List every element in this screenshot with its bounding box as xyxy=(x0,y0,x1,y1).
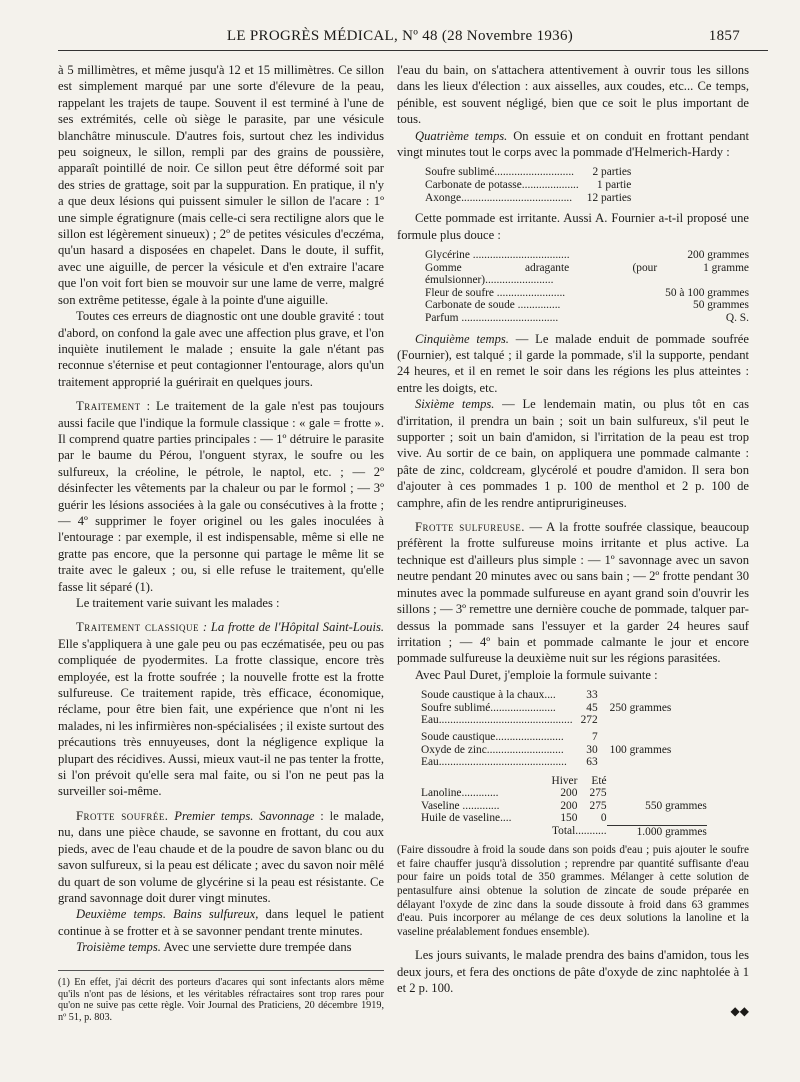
section-heading: Traitement xyxy=(76,399,141,414)
paragraph: Toutes ces erreurs de diagnostic ont une double gravité : tout d'abord, on confond la gale avec une affection plus grave, et l'on inquiète inutilement le malade ; ensuite la gale n'étant pas reconnue s'éternise et peut contagionner l'entourage, alors qu'un traitement approprié la guérirait en quelques jours. xyxy=(58,309,384,389)
paragraph-text: Elle s'appliquera à une gale peu ou pas eczématisée, peu ou pas compliquée de pyodermites. La frotte classique, encore très employée, est la frotte soufrée ; la nouvelle frotte est la frotte sulfureuse. Ce traitement rapide, très efficace, économique, réclame, pour être bien fait, une expérience que n'ont ni les malades, ni les infirmières non-spécialisées ; il existe surtout des précautions très ennuyeuses, dont la négligence explique la plupart des récidives. Aussi, mieux vaut-il ne pas tenter la frotte, si l'on prévoit qu'elle sera mal faite, ou si l'on ne peut pas la surveiller soi-même. xyxy=(58,636,384,799)
paragraph-traitement-classique xyxy=(58,619,384,799)
section-subheading: : La frotte de l'Hôpital Saint-Louis. xyxy=(199,620,384,635)
ingredient: Soude caustique........................ xyxy=(421,730,564,743)
recipe-row xyxy=(425,179,631,192)
group-total: 250 grammes xyxy=(609,701,672,714)
recipe-row xyxy=(421,689,671,702)
quantity: 7 xyxy=(591,730,598,743)
paragraph-traitement xyxy=(58,398,384,595)
quantity-hiver: 150 xyxy=(560,812,578,825)
paragraph-text: — A la frotte soufrée classique, beaucoup préfèrent la frotte sulfureuse moins irritante et plus active. La technique est d'ailleurs plus simple : — 1º savonnage avec un savon neutre pendant 20 minutes avec ou sans bain ; — 2º frotte pendant 30 minutes avec la pommade sulfureuse en ayant grand soin d'ouvrir les sillons ; — 3º remettre une dernière couche de pommade, talquer par-dessus la pommade sans l'essuyer et la garder 24 heures sauf irritation ; — 4º bain et pommade calmante le jour et encore pommade sulfureuse la deuxième nuit sur les régions parasitées. xyxy=(397,520,749,666)
paragraph-text: Avec une serviette dure trempée dans xyxy=(160,940,352,955)
recipe-helmerich-hardy xyxy=(425,166,631,204)
paragraph-frotte-sulfureuse xyxy=(397,519,749,667)
paragraph: l'eau du bain, on s'attachera attentivement à ouvrir tous les sillons dans les lieux d'élection : aux aisselles, aux coudes, etc... Ce temps, pénible, est souvent négligé, bien que ce soit le plus important de tous. xyxy=(397,63,749,127)
section-subheading: Sixième temps. xyxy=(415,397,495,412)
section-heading: Frotte soufrée. xyxy=(76,808,169,823)
quantity: 45 xyxy=(586,701,598,714)
ingredient: Gomme adragante (pour émulsionner)........................ xyxy=(425,261,658,287)
paragraph-troisieme-temps xyxy=(58,939,384,955)
section-subheading: Troisième temps. xyxy=(76,940,161,955)
ingredient: Eau............................................. xyxy=(421,756,567,769)
ingredient: Huile de vaseline.... xyxy=(421,812,512,825)
quantity: 200 grammes xyxy=(687,249,749,262)
column-header-hiver: Hiver xyxy=(551,774,578,787)
ingredient: Axonge....................................... xyxy=(425,191,573,204)
section-subheading: Premier temps. Savonnage xyxy=(168,808,315,823)
paragraph-text: On essuie et on conduit en frottant pendant vingt minutes tout le corps avec la pommade d'Helmerich-Hardy : xyxy=(397,128,749,160)
journal-title: LE PROGRÈS MÉDICAL, Nº 48 (28 Novembre 1936) xyxy=(226,28,574,44)
paragraph: Les jours suivants, le malade prendra des bains d'amidon, tous les deux jours, et fera des onctions de pâte d'oxyde de zinc naphtolée à 1 et 2 p. 100. xyxy=(397,948,749,996)
quantity: 1 partie xyxy=(596,179,632,192)
quantity-hiver: 200 xyxy=(560,787,578,800)
paragraph-quatrieme-temps xyxy=(397,128,749,161)
section-heading: Frotte sulfureuse. xyxy=(415,520,525,535)
quantity: 50 à 100 grammes xyxy=(665,286,749,299)
recipe-row xyxy=(425,312,749,325)
total-row xyxy=(421,825,707,838)
recipe-row xyxy=(425,166,631,179)
quantity: 33 xyxy=(586,689,598,702)
recipe-row xyxy=(425,287,749,300)
ingredient: Fleur de soufre ........................ xyxy=(425,286,566,299)
running-header xyxy=(60,28,740,50)
paragraph-text: — Le lendemain matin, ou plus tôt en cas d'irritation, il prendra un bain ; soit un bain sulfureux, s'il peut le supporter ; soit un bain d'amidon, si l'irritation de la peau est trop vive. Au sortir de ce bain, on appliquera une pommade calmante : pâte de zinc, coldcream, glycérolé et poudre d'amidon. Il sera bon d'ajouter à ces pommades 1 p. 100 de menthol et 2 p. 100 de camphre, afin de les rendre antiprurigineuses. xyxy=(397,397,749,510)
recipe-row xyxy=(421,731,671,744)
section-subheading: Cinquième temps. xyxy=(415,331,509,346)
column-header-row xyxy=(421,775,707,788)
left-column xyxy=(58,62,384,956)
header-rule xyxy=(58,50,768,51)
ornament-diamonds: ◆◆ xyxy=(730,1003,749,1018)
total-value: 1.000 grammes xyxy=(607,825,707,838)
ingredient: Lanoline............. xyxy=(421,787,499,800)
right-column xyxy=(397,62,749,1019)
paragraph-cinquieme-temps xyxy=(397,331,749,397)
ingredient: Carbonate de soude ............... xyxy=(425,299,561,312)
paragraph-text: — Le malade enduit de pommade soufrée (Fournier), est talqué ; il garde la pommade, s'il la supporte, pendant 24 heures, et il en remet le soir dans les régions les plus atteintes : entre les doigts, etc. xyxy=(397,331,749,395)
ingredient: Eau............................................... xyxy=(421,714,573,727)
quantity-ete: 0 xyxy=(600,812,607,825)
ingredient: Vaseline ............. xyxy=(421,799,500,812)
quantity-ete: 275 xyxy=(589,787,607,800)
recipe-row xyxy=(425,249,749,262)
paragraph-sixieme-temps xyxy=(397,396,749,511)
ingredient: Parfum .................................. xyxy=(425,312,559,324)
quantity: 30 xyxy=(586,743,598,756)
section-heading: Traitement classique xyxy=(76,620,200,635)
recipe-paul-duret xyxy=(421,689,671,769)
paragraph: Cette pommade est irritante. Aussi A. Fournier a-t-il proposé une formule plus douce : xyxy=(397,211,749,242)
quantity: 272 xyxy=(580,714,598,727)
recipe-row xyxy=(425,262,749,287)
section-subheading: Quatrième temps. xyxy=(415,128,508,143)
preparation-note: (Faire dissoudre à froid la soude dans son poids d'eau ; puis ajouter le soufre et faire chauffer jusqu'à dissolution ; reprendre par quantité suffisante d'eau pour faire un poids total de 350 grammes. Mélanger à cette solution de pentasulfure ainsi obtenue la solution de zincate de soude préparée en délayant l'oxyde de zinc dans la soude dissoute à froid dans 63 grammes d'eau. Puis incorporer au mélange de ces deux solutions la lanoline et la vaseline préalablement fondues ensemble). xyxy=(397,844,749,938)
recipe-row xyxy=(421,787,707,800)
ingredient: Glycérine .................................. xyxy=(425,249,570,262)
recipe-row xyxy=(425,192,631,205)
paragraph-text: : le malade, nu, dans une pièce chaude, se savonne en frottant, du cou aux pieds, avec de l'eau chaude et de la poudre de savon blanc ou du savon sulfureux, si la peau est délicate ; avec du savon noir mêlé du quart de son volume de glycérine si la peau est résistante. Ce grand savonnage doit durer vingt minutes. xyxy=(58,808,384,905)
column-header-ete: Eté xyxy=(591,774,607,787)
paragraph-text: : Le traitement de la gale n'est pas toujours aussi facile que l'indique la formule classique : « gale = frotte ». Il comprend quatre parties principales : — 1º détruire le parasite par le baume du Pérou, l'onguent styrax, le soufre ou les sulfureux, la créoline, le pétrole, le naptol, etc. ; — 2º désinfecter les vêtements par la chaleur ou par le formol ; — 3º guérir les lésions associées à la gale ou consécutives à la frotte ; — 4º supprimer le foyer originel ou les gales inoculées à l'entourage : par exemple, il est indispensable, même si elle ne gratte pas encore, que la personne qui partage le même lit se traite avec le galeux ; ou, si elle refuse le traitement, qu'elle fasse lit séparé (1). xyxy=(58,399,384,594)
page-number: 1857 xyxy=(708,28,740,44)
recipe-fournier xyxy=(425,249,749,325)
paragraph: à 5 millimètres, et même jusqu'à 12 et 15 millimètres. Ce sillon est simplement marqué par une sorte d'élevure de la peau, rappelant les trajets de taupe. Souvent il est terminé à l'une de ses extrémités, celle où siège le parasite, par une vésicule blanchâtre minuscule. D'autres fois, surtout chez les individus peu soigneux, le sillon, rempli par des grains de poussière, apparaît pointillé de noir. Ce sillon peut être déformé soit par des stries de grattage, soit par la suppuration. En pratique, il n'y a que deux lésions qui puissent simuler le sillon de l'acare : 1º une simple égratignure (mais celle-ci sera rectiligne alors que le sillon est légèrement sinueux) ; 2º de petites vésicules d'eczéma, qu'un hasard a disposées en chapelet. Dans le doute, il suffit, avec une aiguille, de percer la vésicule et d'en extraire l'acare que l'on voit fort bien se mouvoir sur une lame de verre, malgré son extrême petitesse, égale à la pointe d'une aiguille. xyxy=(58,63,384,307)
section-subheading: Deuxième temps. Bains sulfureux, xyxy=(76,907,259,922)
paragraph: Avec Paul Duret, j'emploie la formule suivante : xyxy=(415,667,658,682)
quantity: 50 grammes xyxy=(693,299,749,312)
quantity: 63 xyxy=(586,756,598,769)
paragraph-frotte-soufree xyxy=(58,808,384,906)
quantity: 12 parties xyxy=(586,191,632,204)
ingredient: Soufre sublimé....................... xyxy=(421,701,556,714)
footnote: (1) En effet, j'ai décrit des porteurs d'acares qui sont infectants alors même qu'ils n'ont pas de lésions, et les véritables réfractaires sont trop rares pour qu'on ne suive pas cette règle. Voir Journal des Praticiens, 20 décembre 1919, nº 51, p. 803. xyxy=(58,970,384,1023)
group-total: 100 grammes xyxy=(609,743,672,756)
ingredient: Soude caustique à la chaux.... xyxy=(421,689,556,702)
recipe-row xyxy=(425,299,749,312)
quantity-hiver: 200 xyxy=(560,799,578,812)
ingredient: Soufre sublimé............................ xyxy=(425,166,575,179)
paragraph: Le traitement varie suivant les malades : xyxy=(76,596,280,610)
quantity: 1 gramme xyxy=(703,261,749,274)
group-total: 550 grammes xyxy=(645,799,707,812)
quantity: Q. S. xyxy=(725,312,749,324)
ingredient: Carbonate de potasse.................... xyxy=(425,179,579,192)
paragraph-text: dans lequel le patient continue à se frotter et à se savonner pendant trente minutes. xyxy=(58,907,384,938)
recipe-paul-duret-excipient xyxy=(421,775,707,838)
ingredient: Oxyde de zinc........................... xyxy=(421,743,564,756)
quantity-ete: 275 xyxy=(589,799,607,812)
quantity: 2 parties xyxy=(592,166,632,179)
paragraph-deuxieme-temps xyxy=(58,906,384,939)
total-label: Total........... xyxy=(552,825,607,838)
